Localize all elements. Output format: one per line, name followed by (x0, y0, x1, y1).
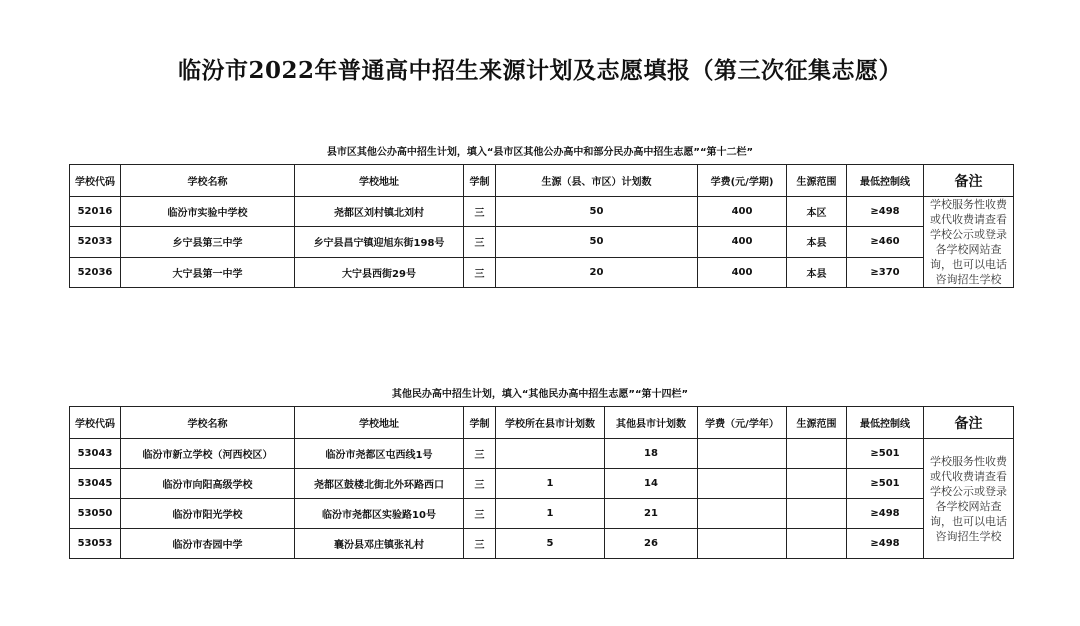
cell-plan: 50 (496, 197, 698, 227)
cell-line: ≥501 (847, 439, 924, 469)
cell-note: 学校服务性收费或代收费请查看学校公示或登录各学校网站查询，也可以电话咨询招生学校 (924, 439, 1014, 559)
cell-address: 尧都区鼓楼北街北外环路西口 (295, 469, 464, 499)
cell-address: 临汾市尧都区屯西线1号 (295, 439, 464, 469)
cell-system: 三 (464, 499, 496, 529)
cell-code: 53043 (70, 439, 121, 469)
header-fee: 学费(元/学期) (698, 165, 787, 197)
cell-name: 临汾市新立学校（河西校区） (121, 439, 295, 469)
header-line: 最低控制线 (847, 165, 924, 197)
header-note: 备注 (924, 165, 1014, 197)
cell-name: 临汾市实验中学校 (121, 197, 295, 227)
cell-line: ≥460 (847, 227, 924, 257)
cell-system: 三 (464, 439, 496, 469)
cell-fee: 400 (698, 257, 787, 287)
cell-fee: 400 (698, 227, 787, 257)
cell-range: 本县 (787, 257, 847, 287)
cell-line: ≥498 (847, 499, 924, 529)
cell-line: ≥498 (847, 529, 924, 559)
table-row (70, 499, 1014, 529)
cell-local-plan: 1 (496, 469, 605, 499)
cell-name: 临汾市向阳高级学校 (121, 469, 295, 499)
cell-code: 53050 (70, 499, 121, 529)
cell-range (787, 529, 847, 559)
cell-line: ≥370 (847, 257, 924, 287)
cell-other-plan: 14 (605, 469, 698, 499)
cell-local-plan: 1 (496, 499, 605, 529)
cell-note: 学校服务性收费或代收费请查看学校公示或登录各学校网站查询，也可以电话咨询招生学校 (924, 197, 1014, 288)
cell-line: ≥501 (847, 469, 924, 499)
cell-range: 本区 (787, 197, 847, 227)
cell-system: 三 (464, 197, 496, 227)
table2-subtitle: 其他民办高中招生计划，填入“其他民办高中招生志愿”“第十四栏” (391, 389, 689, 400)
cell-system: 三 (464, 529, 496, 559)
cell-plan: 50 (496, 227, 698, 257)
header-range: 生源范围 (787, 165, 847, 197)
header-address: 学校地址 (295, 165, 464, 197)
header-local-plan: 学校所在县市计划数 (496, 407, 605, 439)
cell-address: 尧都区刘村镇北刘村 (295, 197, 464, 227)
cell-line: ≥498 (847, 197, 924, 227)
header-range: 生源范围 (787, 407, 847, 439)
cell-address: 临汾市尧都区实验路10号 (295, 499, 464, 529)
table-row (70, 197, 1014, 227)
cell-code: 52036 (70, 257, 121, 287)
cell-system: 三 (464, 227, 496, 257)
cell-system: 三 (464, 469, 496, 499)
header-other-plan: 其他县市计划数 (605, 407, 698, 439)
header-line: 最低控制线 (847, 407, 924, 439)
cell-other-plan: 26 (605, 529, 698, 559)
table-row (70, 439, 1014, 469)
private-school-plan-table (69, 406, 1014, 559)
header-name: 学校名称 (121, 165, 295, 197)
cell-local-plan: 5 (496, 529, 605, 559)
table-header-row (70, 165, 1014, 197)
cell-other-plan: 21 (605, 499, 698, 529)
cell-range (787, 439, 847, 469)
header-note: 备注 (924, 407, 1014, 439)
cell-fee (698, 529, 787, 559)
cell-address: 乡宁县昌宁镇迎旭东街198号 (295, 227, 464, 257)
cell-address: 襄汾县邓庄镇张礼村 (295, 529, 464, 559)
header-code: 学校代码 (70, 407, 121, 439)
table1-subtitle: 县市区其他公办高中招生计划，填入“县市区其他公办高中和部分民办高中招生志愿”“第十二栏” (326, 147, 754, 158)
header-system: 学制 (464, 165, 496, 197)
header-system: 学制 (464, 407, 496, 439)
table-header-row (70, 407, 1014, 439)
cell-name: 临汾市杏园中学 (121, 529, 295, 559)
page-title: 临汾市2022年普通高中招生来源计划及志愿填报（第三次征集志愿） (177, 57, 902, 84)
header-fee: 学费（元/学年） (698, 407, 787, 439)
public-school-plan-table (69, 164, 1014, 288)
cell-other-plan: 18 (605, 439, 698, 469)
table-row (70, 529, 1014, 559)
table-row (70, 469, 1014, 499)
header-code: 学校代码 (70, 165, 121, 197)
cell-system: 三 (464, 257, 496, 287)
cell-name: 大宁县第一中学 (121, 257, 295, 287)
cell-local-plan (496, 439, 605, 469)
cell-range: 本县 (787, 227, 847, 257)
cell-fee (698, 469, 787, 499)
table-row (70, 227, 1014, 257)
table-row (70, 257, 1014, 287)
cell-name: 乡宁县第三中学 (121, 227, 295, 257)
cell-fee (698, 439, 787, 469)
cell-code: 52033 (70, 227, 121, 257)
cell-range (787, 469, 847, 499)
header-plan: 生源（县、市区）计划数 (496, 165, 698, 197)
cell-code: 53053 (70, 529, 121, 559)
cell-code: 53045 (70, 469, 121, 499)
cell-address: 大宁县西街29号 (295, 257, 464, 287)
cell-range (787, 499, 847, 529)
cell-fee: 400 (698, 197, 787, 227)
cell-code: 52016 (70, 197, 121, 227)
header-address: 学校地址 (295, 407, 464, 439)
cell-plan: 20 (496, 257, 698, 287)
header-name: 学校名称 (121, 407, 295, 439)
cell-name: 临汾市阳光学校 (121, 499, 295, 529)
cell-fee (698, 499, 787, 529)
